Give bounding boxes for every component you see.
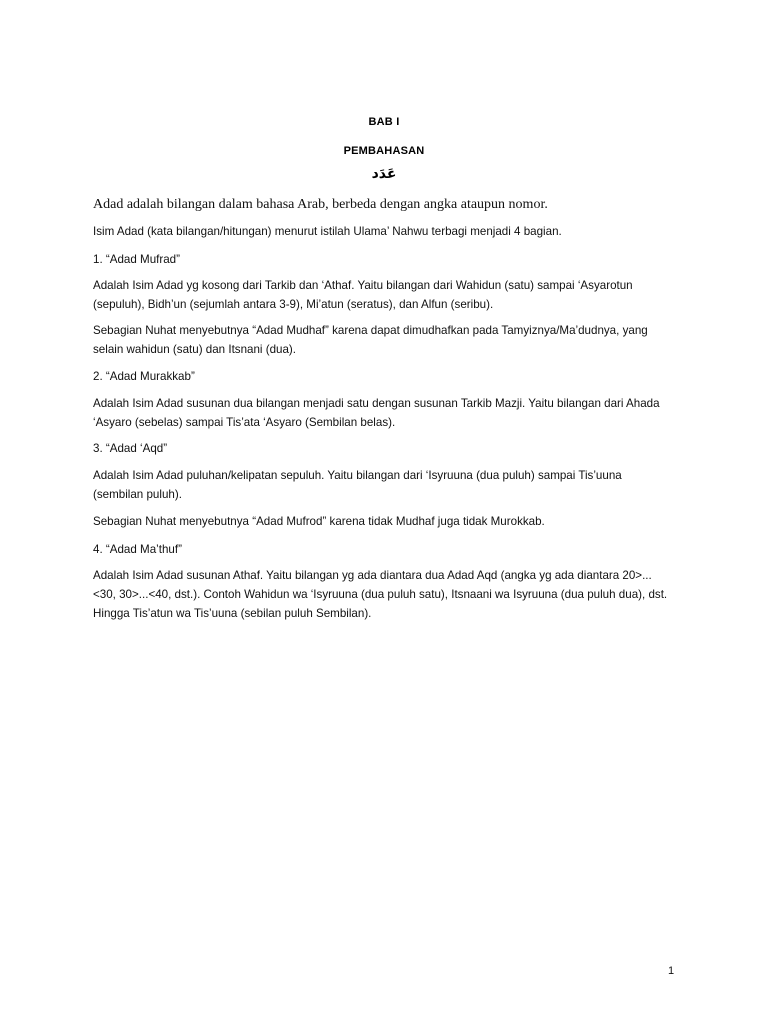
arabic-title: عَدَد xyxy=(371,166,397,182)
paragraph-adad-mudhaf: Sebagian Nuhat menyebutnya “Adad Mudhaf” karena dapat dimudhafkan pada Tamyiznya/Ma’dudnya, yang selain wahidun (satu) dan Itsnani (dua). xyxy=(93,324,648,356)
paragraph-adad-mathuf: Adalah Isim Adad susunan Athaf. Yaitu bilangan yg ada diantara dua Adad Aqd (angka yg ada diantara 20>...<30, 30>...<40, dst.). Contoh Wahidun wa ‘Isyruuna (dua puluh satu), Itsnaani wa Isyruuna (dua puluh dua), dst. Hingga Tis’atun wa Tis’uuna (sebilan puluh Sembilan). xyxy=(93,569,668,620)
paragraph-isim-adad: Isim Adad (kata bilangan/hitungan) menurut istilah Ulama’ Nahwu terbagi menjadi 4 bagian. xyxy=(93,225,562,238)
subheading-adad-mufrad: 1. “Adad Mufrad” xyxy=(93,253,180,266)
paragraph-adad-aqd: Adalah Isim Adad puluhan/kelipatan sepuluh. Yaitu bilangan dari ‘Isyruuna (dua puluh) sampai Tis’uuna (sembilan puluh). xyxy=(93,469,622,501)
section-heading: PEMBAHASAN xyxy=(343,145,425,157)
subheading-adad-mathuf: 4. “Adad Ma’thuf” xyxy=(93,543,182,556)
paragraph-adad-mufrad: Adalah Isim Adad yg kosong dari Tarkib dan ‘Athaf. Yaitu bilangan dari Wahidun (satu) sampai ‘Asyarotun (sepuluh), Bidh’un (sejumlah antara 3-9), Mi’atun (seratus), dan Alfun (seribu). xyxy=(93,279,633,311)
page-number: 1 xyxy=(668,965,675,977)
subheading-adad-aqd: 3. “Adad ‘Aqd” xyxy=(93,442,168,455)
subheading-adad-murakkab: 2. “Adad Murakkab” xyxy=(93,370,195,383)
paragraph-adad-mufrod: Sebagian Nuhat menyebutnya “Adad Mufrod” karena tidak Mudhaf juga tidak Murokkab. xyxy=(93,515,545,528)
intro-paragraph: Adad adalah bilangan dalam bahasa Arab, berbeda dengan angka ataupun nomor. xyxy=(93,197,548,212)
chapter-heading: BAB I xyxy=(368,116,400,128)
paragraph-adad-murakkab: Adalah Isim Adad susunan dua bilangan menjadi satu dengan susunan Tarkib Mazji. Yaitu bilangan dari Ahada ‘Asyaro (sebelas) sampai Tis’ata ‘Asyaro (Sembilan belas). xyxy=(93,397,660,429)
